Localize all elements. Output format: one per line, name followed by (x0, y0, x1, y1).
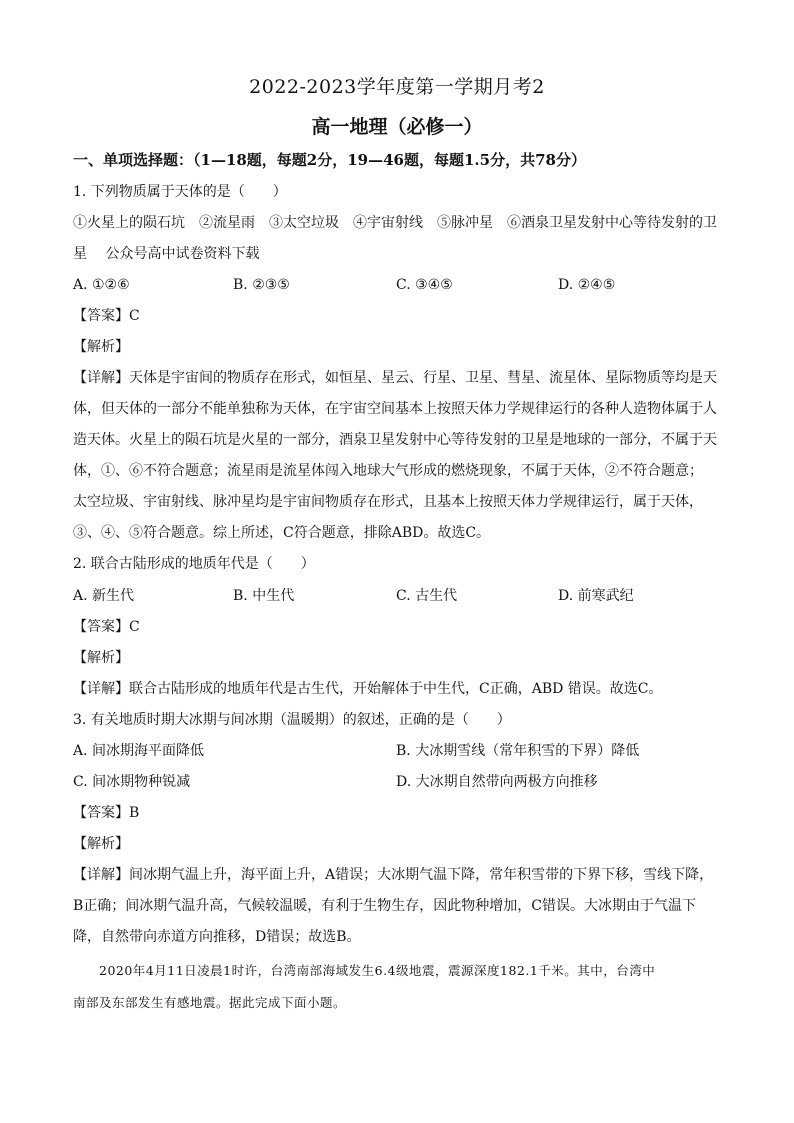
exam-title: 2022-2023学年度第一学期月考2 (249, 76, 545, 98)
q2-option-a: A. 新生代 (73, 588, 135, 604)
q1-detail-line: 体，①、⑥不符合题意；流星雨是流星体闯入地球大气形成的燃烧现象，不属于天体，②不符合题意； (73, 463, 703, 479)
q1-option-b: B. ②③⑤ (233, 277, 290, 293)
q1-detail-line: 太空垃圾、宇宙射线、脉冲星均是宇宙间物质存在形式，且基本上按照天体力学规律运行，属于天体， (73, 494, 703, 510)
q1-items-line2: 星 公众号高中试卷资料下载 (73, 246, 260, 262)
exam-subtitle: 高一地理（必修一） (311, 116, 483, 138)
q3-option-c: C. 间冰期物种锐减 (73, 774, 191, 790)
q2-stem: 2. 联合古陆形成的地质年代是（ ） (73, 556, 315, 572)
q2-analysis: 【解析】 (73, 650, 129, 666)
q1-option-d: D. ②④⑤ (558, 277, 616, 293)
q3-detail-line: 降，自然带向赤道方向推移，D错误；故选B。 (73, 929, 361, 945)
q2-option-c: C. 古生代 (396, 588, 458, 604)
section-heading: 一、单项选择题：（1—18题，每题2分，19—46题，每题1.5分，共78分） (73, 151, 586, 169)
stimulus-line: 2020年4月11日凌晨1时许，台湾南部海域发生6.4级地震，震源深度182.1千米。其中，台湾中 (73, 963, 656, 978)
q2-option-b: B. 中生代 (233, 588, 295, 604)
q3-analysis: 【解析】 (73, 836, 129, 852)
q1-detail-line: ③、④、⑤符合题意。综上所述，C符合题意，排除ABD。故选C。 (73, 525, 491, 541)
q3-option-d: D. 大冰期自然带向两极方向推移 (396, 774, 598, 790)
q1-items-line1: ①火星上的陨石坑 ②流星雨 ③太空垃圾 ④宇宙射线 ⑤脉冲星 ⑥酒泉卫星发射中心等待发射的卫 (73, 215, 717, 231)
q3-detail-line: 【详解】间冰期气温上升，海平面上升，A错误；大冰期气温下降，常年积雪带的下界下移，雪线下降， (73, 867, 714, 883)
q1-detail-line: 体，但天体的一部分不能单独称为天体，在宇宙空间基本上按照天体力学规律运行的各种人造物体属于人 (73, 401, 717, 417)
q1-option-a: A. ①②⑥ (73, 277, 130, 293)
q3-option-b: B. 大冰期雪线（常年积雪的下界）降低 (396, 743, 640, 759)
q2-detail-line: 【详解】联合古陆形成的地质年代是古生代，开始解体于中生代，C正确，ABD 错误。故选C。 (73, 681, 663, 697)
q1-answer: 【答案】C (73, 308, 140, 324)
q1-detail-line: 造天体。火星上的陨石坑是火星的一部分，酒泉卫星发射中心等待发射的卫星是地球的一部分，不属于天 (73, 432, 717, 448)
q3-answer: 【答案】B (73, 805, 140, 821)
q1-stem: 1. 下列物质属于天体的是（ ） (73, 184, 287, 200)
q2-answer: 【答案】C (73, 619, 140, 635)
q2-option-d: D. 前寒武纪 (558, 588, 634, 604)
q1-option-c: C. ③④⑤ (396, 277, 453, 293)
q1-analysis: 【解析】 (73, 339, 129, 355)
q3-detail-line: B正确；间冰期气温升高，气候较温暖，有利于生物生存，因此物种增加，C错误。大冰期由于气温下 (73, 898, 696, 914)
q3-stem: 3. 有关地质时期大冰期与间冰期（温暖期）的叙述，正确的是（ ） (73, 712, 511, 728)
q3-option-a: A. 间冰期海平面降低 (73, 743, 205, 759)
q1-detail-line: 【详解】天体是宇宙间的物质存在形式，如恒星、星云、行星、卫星、彗星、流星体、星际物质等均是天 (73, 370, 717, 386)
stimulus-line: 南部及东部发生有感地震。据此完成下面小题。 (73, 995, 347, 1010)
